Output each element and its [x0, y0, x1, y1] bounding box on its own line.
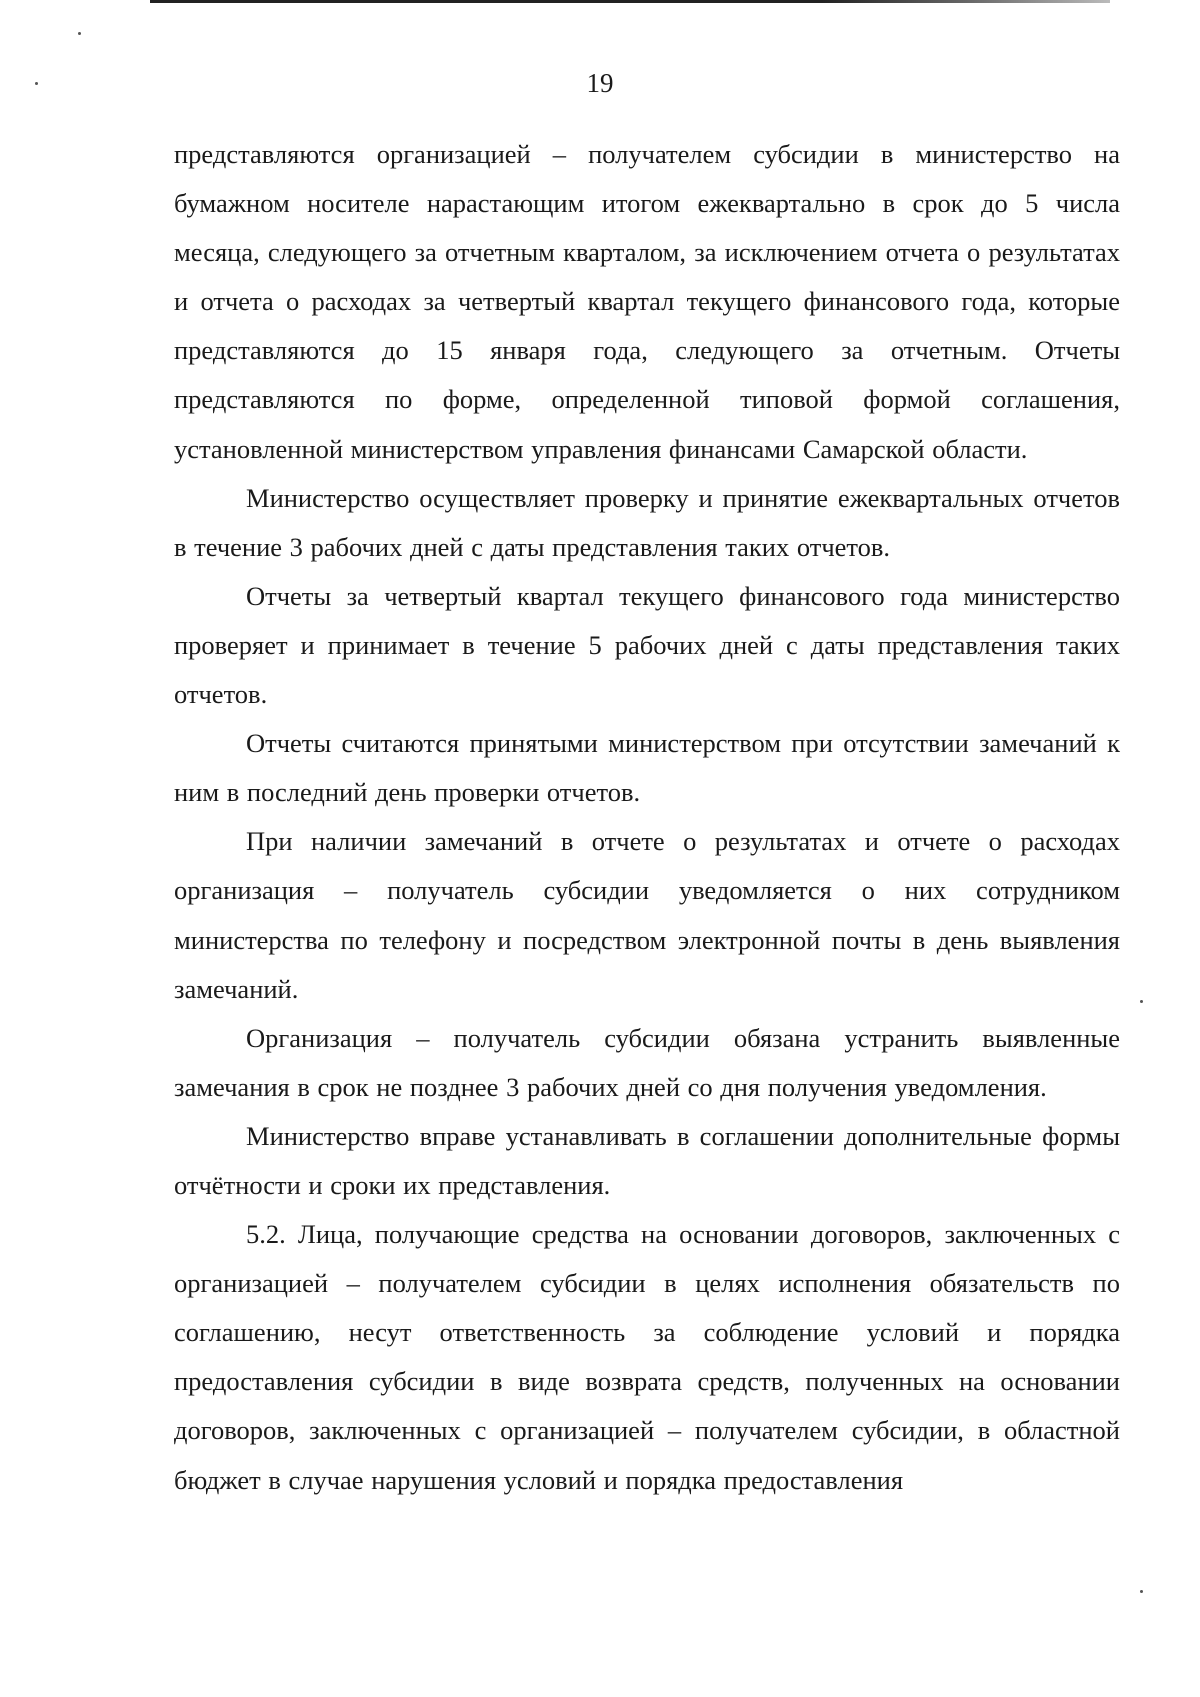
paragraph-fourth-quarter-check: Отчеты за четвертый квартал текущего финансового года министерство проверяет и принимает в течение 5 рабочих дней с даты представления таких отчетов. — [174, 580, 1120, 710]
scan-top-edge — [150, 0, 1110, 3]
paragraph-remarks-correction: Организация – получатель субсидии обязана устранить выявленные замечания в срок не позднее 3 рабочих дней со дня получения уведомления. — [174, 1022, 1120, 1102]
paragraph-reports-submission: представляются организацией – получателем субсидии в министерство на бумажном носителе нарастающим итогом ежеквартально в срок до 5 числа месяца, следующего за отчетным кварталом, за исключением отчета о результатах и отчета о расходах за четвертый квартал текущего финансового года, которые представляются до 15 января года, следующего за отчетным. Отчеты представляются по форме, определенной типовой формой соглашения, установленной министерством управления финансами Самарской области. — [174, 139, 1120, 464]
page-number: 19 — [586, 68, 614, 98]
scan-speck — [1140, 1590, 1143, 1593]
scan-speck — [35, 82, 38, 85]
paragraph-reports-accepted: Отчеты считаются принятыми министерством при отсутствии замечаний к ним в последний день проверки отчетов. — [174, 728, 1120, 808]
scan-speck — [78, 32, 81, 35]
document-body — [174, 130, 1120, 1505]
paragraph-section-5-2: 5.2. Лица, получающие средства на основании договоров, заключенных с организацией – получателем субсидии в целях исполнения обязательств по соглашению, несут ответственность за соблюдение условий и порядка предоставления субсидии в виде возврата средств, полученных на основании договоров, заключенных с организацией – получателем субсидии, в областной бюджет в случае нарушения условий и порядка предоставления — [174, 1219, 1120, 1495]
scan-speck — [1140, 1000, 1143, 1003]
paragraph-additional-forms: Министерство вправе устанавливать в соглашении дополнительные формы отчётности и сроки их представления. — [174, 1120, 1120, 1200]
paragraph-remarks-notification: При наличии замечаний в отчете о результатах и отчете о расходах организация – получатель субсидии уведомляется о них сотрудником министерства по телефону и посредством электронной почты в день выявления замечаний. — [174, 826, 1120, 1004]
paragraph-quarterly-check: Министерство осуществляет проверку и принятие ежеквартальных отчетов в течение 3 рабочих дней с даты представления таких отчетов. — [174, 482, 1120, 562]
